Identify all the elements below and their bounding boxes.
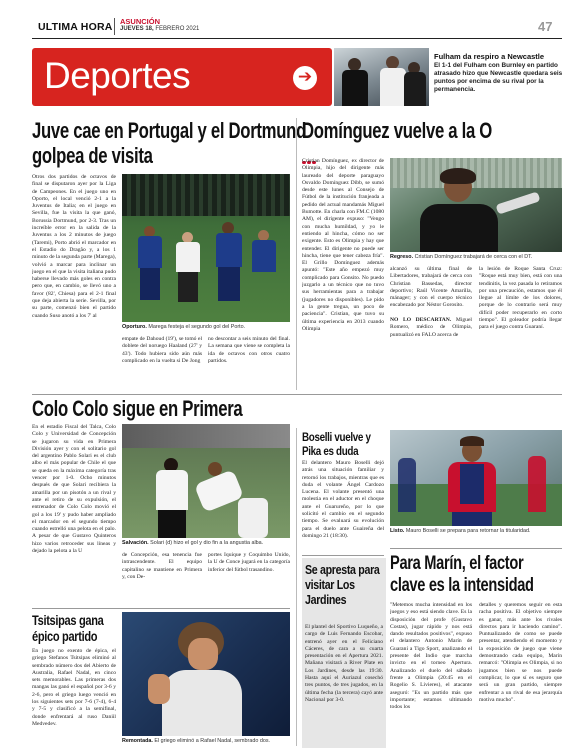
header-date bbox=[120, 26, 199, 32]
colo-col3: portes Iquique y Coquimbo Unido, la U de Conce jugará en la categoría inferior del fútbol trasandino. bbox=[208, 552, 290, 573]
dominguez-caption-bold: Regreso. bbox=[390, 254, 414, 260]
juve-col1: Otros dos partidos de octavos de final se disputaron ayer por la Liga de Campeones. En el juego uno en Oporto, el local venció 2-1 a la Juventus de Italia; en el juego en Sevilla, fue la visita la que ganó, Borussia Dortmund, por 2-3. Tras un increíble error en la salida de la Juventus a los 2 minutos de juego (Taremi), Porto abrió el marcador en el Estadio do Dragão y, a los 1 minuto de la segunda parte (Marega), volvió a marcar para inclinar un juego en el que la visita italiana pudo haberse llevado más goles en contra pero que, en cambio, se llevó uno a favor (82', Chiesa) para el 2-1 final que deja abierta la serie. Sevilla, por su parte, comenzó bien el partido cuando Suso anotó a los 7' al bbox=[32, 174, 116, 319]
tsitsipas-rule bbox=[32, 608, 290, 609]
dominguez-caption-text: Cristian Domínguez trabajará de cerca con el DT. bbox=[414, 254, 533, 260]
dominguez-caption bbox=[390, 254, 562, 261]
colo-photo[interactable] bbox=[122, 424, 290, 538]
marin-col1: "Metemos mucha intensidad en los juegos y eso está siendo clave. Es la disposición del profe (Gustavo Costas), jugar rápido y nos está dando resultados positivos", expuso el delantero Antonio Marín de Guaraní a Tigo Sport, analizando el presente del Indio que marcha invicto en el torneo Apertura. Analizando el duelo del sábado frente a Olimpia (20:45 en el Rogelio S. Livieres), el atacante aseguró: "Es un partido más que importante; estamos ultimando todos los bbox=[390, 602, 472, 711]
juve-col2: empate de Dahoud (19'), se tomó el doblete del noruego Haaland (27' y 43'). Todo hubiera sido aún más complicado en la vuelta si De Jong bbox=[122, 336, 202, 364]
juve-photo[interactable] bbox=[122, 174, 290, 322]
jardines-rule bbox=[302, 555, 384, 556]
tsitsipas-text: En juego no exento de épica, el griego Stefanos Tsitsipas eliminó al sembrado número dos del Abierto de Australia, Rafael Nadal, en cinco sets memorables. Las primeras dos mangas las ganó el español por 3-6 y 2-6, pero el griego luego venció en los siguientes sets por 7-6 (7-4), 6-4 y 7-5 y clasificó a la semifinal, donde enfrentará al ruso Daniil Medvedev. bbox=[32, 648, 116, 727]
section-label: ULTIMA HORA bbox=[38, 21, 113, 33]
tsitsipas-headline: Tsitsipas gana épico partido bbox=[32, 613, 104, 644]
dominguez-photo[interactable] bbox=[390, 158, 562, 252]
tsitsipas-caption-text: El griego eliminó a Rafael Nadal, sembrado dos. bbox=[154, 738, 271, 744]
column-divider bbox=[296, 118, 297, 390]
dominguez-subhead: NO LO DESCARTAN. bbox=[390, 317, 452, 324]
dominguez-col2-text: alcanzó su última final de Libertadores, trabajará de cerca con Christian Bassedas, director deportivo; Raúl Vicente Amarilla, mánager; y con el cuerpo técnico encabezado por Néstor Gorosito. bbox=[390, 266, 472, 309]
marin-col2: detalles y queremos seguir en esta racha positiva. El objetivo siempre es ganar, más ante los rivales directos para ir haciendo camino". Puntualizando de como se puede presentar, atendiendo el momento y la exposición de juego que viene demostrando cada equipo, Marín remarcó: "Olimpia es Olimpia, si no jugamos bien se nos puede complicar, lo que sí es seguro que será un gran partido, siempre enfrentar a un rival de esa jerarquía motiva mucho". bbox=[479, 602, 562, 703]
date-day: JUEVES 18, bbox=[120, 26, 154, 32]
colo-col1: En el estadio Fiscal del Talca, Colo Colo y Universidad de Concepción se jugaron su vida en Primera División ayer y con el solitario gol del argentino Pablo Solari es el club albo el más popular de Chile el que se queda en la máxima categoría tras vencer por 1-0. Ocho minutos después de que Solari recibiera la amarilla por un pisotón a un rival y ante el retiro de su expulsión, el entrenador de Colo Colo movió el gol a los 19' y pudo haber ampliado el marcador en el segundo tiempo cuando estrelló una pelota en el palo. A pesar de que Gustavo Quinteros hizo varios retroceder sus líneas y dejado la pelota a la U bbox=[32, 424, 116, 555]
promo-photo[interactable] bbox=[334, 48, 429, 106]
juve-caption-text: Marega festeja el segundo gol del Porto. bbox=[148, 324, 246, 330]
colo-headline: Colo Colo sigue en Primera bbox=[32, 396, 243, 421]
colo-caption-bold: Salvación. bbox=[122, 540, 149, 546]
colo-caption bbox=[122, 540, 290, 547]
juve-caption bbox=[122, 324, 290, 331]
boselli-caption-text: Mauro Boselli se prepara para retornar la titularidad. bbox=[405, 528, 531, 534]
boselli-caption-bold: Listo. bbox=[390, 528, 405, 534]
date-rest: FEBRERO 2021 bbox=[155, 26, 200, 32]
marin-headline: Para Marín, el factor clave es la intensidad bbox=[390, 553, 534, 596]
page-number: 47 bbox=[538, 19, 553, 34]
marin-rule bbox=[390, 548, 562, 549]
juve-headline: Juve cae en Portugal y el Dortmund golpea de visita bbox=[32, 118, 306, 168]
jardines-text: El plantel del Sportivo Luqueño, a cargo de Luis Fernando Escobar, entrenó ayer en el Feliciano Cáceres, de cara a su cuarta presentación en el Apertura 2021. Mañana visitará a River Plate en Los Jardines, desde las 19:30. Hasta aquí el Auriazul cosechó tres puntos, de tres jugados, en la última fecha (la tercera) cayó ante Nacional por 3-0. bbox=[305, 624, 383, 703]
promo-headline[interactable]: Fulham da respiro a Newcastle bbox=[434, 52, 545, 61]
dominguez-headline: Domínguez vuelve a la O bbox=[302, 118, 492, 143]
colo-caption-text: Solari (d) hizo el gol y dio fin a la angustia alba. bbox=[150, 540, 264, 546]
tsitsipas-photo[interactable] bbox=[122, 612, 290, 736]
boselli-text: El delantero Mauro Boselli dejó atrás una situación familiar y retornó los trabajos, mientras que es duda el volante Ángel Cardozo Lucena. El volante presentó una molestia en el aductor en el choque ante el Guarureño, por lo que solicitó el cambio en el segundo tiempo. Se evaluará su evolución para el duelo ante Guaireña del domingo 21 (18:30). bbox=[302, 460, 384, 539]
colo-col2: de Concepción, esa tenencia fue intrascendente. El equipo capitalino se mantiene en Primera y, con De- bbox=[122, 552, 202, 580]
brand-name: ASUNCIÓN bbox=[120, 17, 161, 26]
dominguez-col1: Cristian Domínguez, ex director de Olimpia, hijo del dirigente más laureado del deporte paraguayo Osvaldo Domínguez Dibb, se sumó desde este lunes al Consejo de Fútbol de la institución franjeada a pedido del actual mandamás Miguel Bumotte. En charla con FM.C (1080 AM), el dirigente expuso: "Vengo con mucha humildad, y yo le entiendo al hincha, cómo no ser exigente. Esto es Olimpia y hay que entender. El dirigente no puede ser hincha, tiene que tener cabeza fría". El Grillo Domínguez además apuntó: "Este año empezó muy complicado para Gonsito. No puedo juzgarlo a un técnico que no tuvo sus herramientas para a trabajar (jugadores no disponibles). Le pido a la gente tregua, un poco de paciencia". Cristian, que tuvo su última experiencia en 2013 cuando Olimpia bbox=[302, 158, 384, 332]
boselli-caption bbox=[390, 528, 562, 535]
boselli-photo[interactable] bbox=[390, 430, 562, 526]
column-divider bbox=[296, 428, 297, 746]
header-divider bbox=[114, 18, 115, 35]
dominguez-col2b-text: Miguel Romero, médico de Olimpia, puntualizó en FALO acerca de bbox=[390, 317, 472, 338]
promo-text: El 1-1 del Fulham con Burnley en partido atrasado hizo que Newcastle quedara seis puntos por encima de su rival por la permanencia. bbox=[434, 62, 563, 94]
tsitsipas-caption bbox=[122, 738, 290, 745]
juve-caption-bold: Oporturo. bbox=[122, 324, 147, 330]
dominguez-col2 bbox=[390, 266, 472, 390]
arrow-right-icon[interactable]: ➔ bbox=[293, 66, 317, 90]
mid-rule bbox=[32, 394, 562, 395]
juve-col3: no descontar a seis minuto del final. La semana que viene se completa la ida de octavos con otros cuatro partidos. bbox=[208, 336, 290, 364]
dominguez-col3: la lesión de Roque Santa Cruz: "Roque está muy bien, está con una tendinitis, la vez pasada lo retiramos por una precaución, estamos que él llegue al límite de los dolores, porque de lo contrario será muy difícil poder recuperarlo en corto tiempo". El goleador podría llegar para el juego contra Guaraní. bbox=[479, 266, 562, 331]
jardines-headline: Se apresta para visitar Los Jardines bbox=[305, 562, 380, 607]
tsitsipas-caption-bold: Remontada. bbox=[122, 738, 153, 744]
boselli-headline: Boselli vuelve y Pika es duda bbox=[302, 430, 371, 458]
header-rule bbox=[32, 38, 562, 39]
banner-title: Deportes bbox=[44, 55, 191, 96]
